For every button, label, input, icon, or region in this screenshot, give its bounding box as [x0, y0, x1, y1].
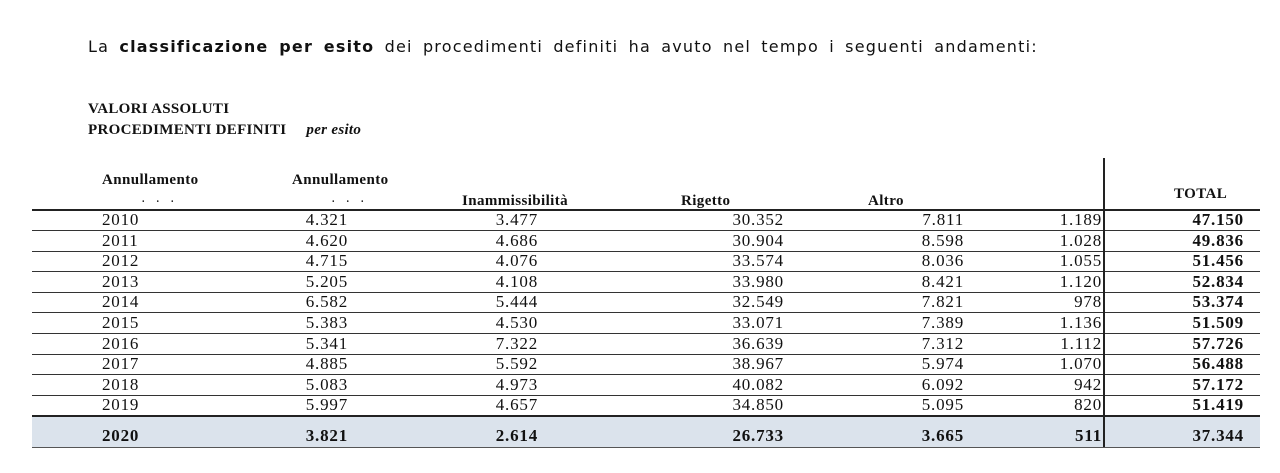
cell-total: 51.419	[1192, 395, 1244, 415]
cell-annullamento: 5.383	[305, 313, 348, 332]
cell-inammissibilita: 38.967	[732, 354, 784, 374]
table-row	[32, 354, 1260, 375]
heading-procedimenti-label: PROCEDIMENTI DEFINITI	[88, 122, 287, 138]
cell-rigetto: 7.389	[921, 313, 964, 332]
cell-year: 2020	[102, 426, 140, 445]
intro-suffix: dei procedimenti definiti ha avuto nel tempo i seguenti andamenti:	[384, 37, 1038, 56]
table-row	[32, 375, 1260, 396]
cell-altro: 1.028	[1059, 230, 1102, 250]
cell-annullamento-2: 7.322	[495, 333, 538, 353]
heading-procedimenti-definiti	[88, 122, 361, 139]
cell-total: 37.344	[1192, 426, 1244, 445]
cell-annullamento-2: 5.444	[495, 292, 538, 312]
header-annullamento-2: Annullamento ...	[292, 172, 389, 205]
cell-inammissibilita: 36.639	[732, 333, 784, 353]
cell-total: 51.509	[1192, 313, 1244, 332]
heading-per-esito: per esito	[306, 122, 362, 138]
cell-inammissibilita: 34.850	[732, 395, 784, 415]
cell-inammissibilita: 26.733	[732, 426, 784, 445]
cell-total: 52.834	[1192, 271, 1244, 291]
cell-annullamento-2: 4.973	[495, 374, 538, 394]
table-row-last	[32, 417, 1260, 447]
cell-rigetto: 6.092	[921, 374, 964, 394]
total-column-divider	[1103, 158, 1105, 447]
cell-rigetto: 5.095	[921, 395, 964, 415]
heading-valori-assoluti: VALORI ASSOLUTI	[88, 101, 230, 117]
cell-annullamento-2: 4.657	[495, 395, 538, 415]
table-row	[32, 231, 1260, 252]
cell-year: 2019	[102, 395, 140, 415]
cell-year: 2013	[102, 271, 140, 291]
cell-total: 51.456	[1192, 251, 1244, 271]
cell-annullamento: 4.620	[305, 230, 348, 250]
cell-annullamento-2: 4.686	[495, 230, 538, 250]
table-row	[32, 210, 1260, 231]
table-row	[32, 313, 1260, 334]
header-rigetto: Rigetto	[681, 193, 731, 209]
cell-inammissibilita: 30.904	[732, 230, 784, 250]
table-row	[32, 334, 1260, 355]
cell-total: 49.836	[1192, 230, 1244, 250]
cell-inammissibilita: 40.082	[732, 374, 784, 394]
cell-year: 2015	[102, 313, 140, 332]
cell-annullamento-2: 4.108	[495, 271, 538, 291]
table-row	[32, 292, 1260, 313]
intro-bold: classificazione per esito	[119, 37, 375, 56]
intro-prefix: La	[88, 37, 110, 56]
cell-annullamento-2: 5.592	[495, 354, 538, 374]
cell-rigetto: 7.811	[922, 210, 964, 229]
cell-total: 57.172	[1192, 374, 1244, 394]
cell-annullamento: 5.205	[305, 271, 348, 291]
cell-total: 56.488	[1192, 354, 1244, 374]
table-row	[32, 395, 1260, 416]
cell-rigetto: 7.312	[921, 333, 964, 353]
cell-total: 47.150	[1192, 210, 1244, 229]
table-row	[32, 251, 1260, 272]
cell-year: 2012	[102, 251, 140, 271]
cell-rigetto: 8.421	[921, 271, 964, 291]
intro-paragraph	[20, 34, 1180, 60]
cell-altro: 1.136	[1059, 313, 1102, 332]
cell-altro: 1.189	[1059, 210, 1102, 229]
header-inammissibilita: Inammissibilità	[462, 193, 569, 209]
cell-annullamento: 5.341	[305, 333, 348, 353]
cell-altro: 1.055	[1059, 251, 1102, 271]
cell-annullamento-2: 2.614	[495, 426, 538, 445]
cell-year: 2014	[102, 292, 140, 312]
cell-annullamento: 5.997	[305, 395, 348, 415]
cell-annullamento: 6.582	[305, 292, 348, 312]
cell-inammissibilita: 33.980	[732, 271, 784, 291]
cell-altro: 1.112	[1060, 333, 1102, 353]
cell-annullamento: 4.321	[305, 210, 348, 229]
cell-annullamento-2: 3.477	[495, 210, 538, 229]
cell-year: 2016	[102, 333, 140, 353]
cell-rigetto: 3.665	[921, 426, 964, 445]
header-annullamento: Annullamento ...	[102, 172, 199, 205]
cell-annullamento: 3.821	[305, 426, 348, 445]
cell-annullamento-2: 4.530	[495, 313, 538, 332]
cell-inammissibilita: 33.574	[732, 251, 784, 271]
cell-rigetto: 5.974	[921, 354, 964, 374]
cell-year: 2010	[102, 210, 140, 229]
cell-year: 2011	[102, 230, 139, 250]
cell-rigetto: 7.821	[921, 292, 964, 312]
cell-annullamento: 5.083	[305, 374, 348, 394]
cell-altro: 978	[1074, 292, 1102, 312]
cell-altro: 820	[1074, 395, 1102, 415]
cell-inammissibilita: 33.071	[732, 313, 784, 332]
cell-year: 2017	[102, 354, 140, 374]
cell-inammissibilita: 32.549	[732, 292, 784, 312]
header-total: TOTAL	[1174, 186, 1228, 202]
cell-annullamento: 4.885	[305, 354, 348, 374]
cell-annullamento: 4.715	[305, 251, 348, 271]
cell-rigetto: 8.598	[921, 230, 964, 250]
cell-altro: 942	[1074, 374, 1102, 394]
last-row-top-rule	[32, 415, 1260, 417]
cell-annullamento-2: 4.076	[495, 251, 538, 271]
cell-altro: 1.120	[1059, 271, 1102, 291]
table-row	[32, 272, 1260, 293]
cell-altro: 511	[1075, 426, 1102, 445]
cell-rigetto: 8.036	[921, 251, 964, 271]
cell-total: 57.726	[1192, 333, 1244, 353]
cell-altro: 1.070	[1059, 354, 1102, 374]
cell-inammissibilita: 30.352	[732, 210, 784, 229]
cell-total: 53.374	[1192, 292, 1244, 312]
table-bottom-rule	[32, 447, 1260, 448]
header-altro: Altro	[868, 193, 904, 209]
cell-year: 2018	[102, 374, 140, 394]
